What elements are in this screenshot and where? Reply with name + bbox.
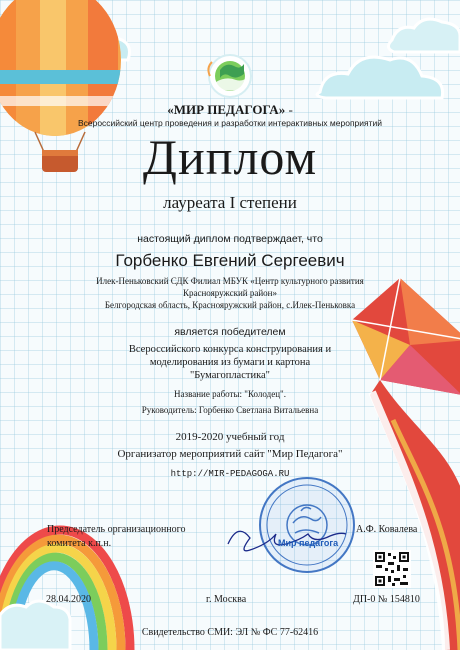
academic-year: 2019-2020 учебный год <box>175 431 285 443</box>
organizer-text: Организатор мероприятий сайт "Мир Педагога" <box>117 448 343 460</box>
globe-hand-logo-icon <box>208 55 251 97</box>
winner-text: является победителем <box>174 326 286 338</box>
confirmation-text: настоящий диплом подтверждает, что <box>137 233 323 245</box>
work-title: Название работы: "Колодец". <box>174 389 286 399</box>
diploma-subtitle: лауреата I степени <box>163 193 297 212</box>
website-link[interactable]: http://MIR-PEDAGOGA.RU <box>170 469 290 479</box>
institution-line: Краснояружский район» <box>183 288 277 298</box>
cloud-icon <box>388 19 460 52</box>
organization-name: «МИР ПЕДАГОГА» - <box>167 102 293 117</box>
contest-line: "Бумагопластика" <box>190 370 270 381</box>
contest-line: моделирования из бумаги и картона <box>149 357 311 368</box>
signatory-role: комитета к.п.н. <box>47 538 112 549</box>
issue-city: г. Москва <box>206 594 247 605</box>
supervisor: Руководитель: Горбенко Светлана Витальевна <box>141 405 319 415</box>
institution-line: Илек-Пеньковский СДК Филиал МБУК «Центр культурного развития <box>96 276 364 286</box>
signatory-role: Председатель организационного <box>47 524 186 535</box>
organization-description: Всероссийский центр проведения и разработки интерактивных мероприятий <box>77 118 383 128</box>
signatory-name: А.Ф. Ковалева <box>356 524 418 535</box>
stamp-seal-icon <box>260 478 354 572</box>
institution-line: Белгородская область, Краснояружский район, с.Илек-Пеньковка <box>104 300 356 310</box>
qr-code-icon <box>373 550 411 588</box>
recipient-name: Горбенко Евгений Сергеевич <box>115 251 345 270</box>
seal-label: Мир педагога <box>278 538 339 548</box>
diploma-title: Диплом <box>142 129 318 185</box>
contest-line: Всероссийского конкурса конструирования и <box>128 344 332 355</box>
cloud-icon <box>0 601 70 650</box>
issue-date: 28.04.2020 <box>46 594 91 605</box>
media-certificate: Свидетельство СМИ: ЭЛ № ФС 77-62416 <box>141 627 319 638</box>
diploma-number: ДП-0 № 154810 <box>353 594 420 605</box>
cloud-icon <box>317 57 442 98</box>
